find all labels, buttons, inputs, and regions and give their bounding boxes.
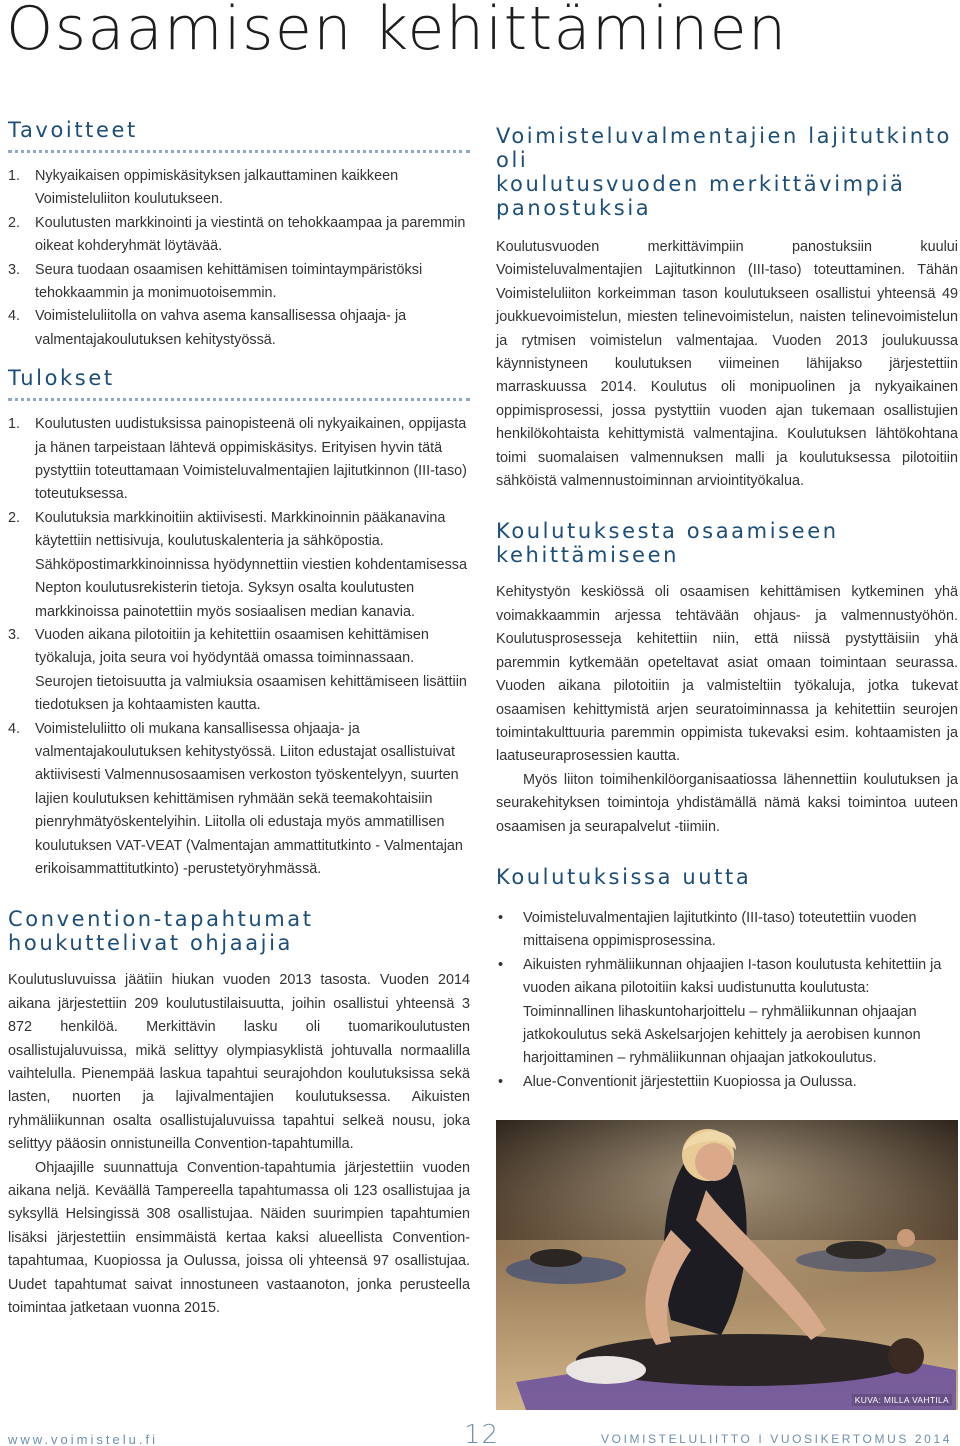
list-item: • Voimisteluvalmentajien lajitutkinto (III-taso) toteutettiin vuoden mittaisena oppimisprosessina. [496,907,958,954]
bullet-icon: • [498,909,504,926]
convention-heading-line2: houkuttelivat ohjaajia [8,931,294,956]
list-item: 2. Koulutusten markkinointi ja viestintä on tehokkaampaa ja paremmin oikeat kohderyhmät löytävää. [8,214,466,255]
kehittaminen-heading-line1: Koulutuksesta osaamiseen [496,519,839,544]
tulokset-heading: Tulokset [8,366,470,401]
bullet-icon: • [498,956,504,973]
uutta-heading: Koulutuksissa uutta [496,864,752,889]
tulokset-list [8,413,470,881]
kehittaminen-heading-line2: kehittämiseen [496,543,679,568]
bullet-icon: • [498,1073,504,1090]
convention-heading-line1: Convention-tapahtumat [8,907,314,932]
uutta-list [496,907,958,1094]
list-item: 3. Vuoden aikana pilotoitiin ja kehitettiin osaamisen kehittämisen työkaluja, joita seura voi hyödyntää omassa toiminnassaan. Seurojen tietoisuutta ja valmiuksia osaamisen kehittämiseen lisättiin tiedotuksen ja kohtaamisten kautta. [8,626,467,714]
footer-website-link[interactable]: www.voimistelu.fi [8,1432,158,1446]
photo-illustration [496,1120,958,1410]
kehittaminen-paragraph-1: Kehitystyön keskiössä oli osaamisen kehittämisen kytkeminen yhä voimakkaammin arjessa tehtävään ohjaus- ja valmennustyöhön. Koulutusprosesseja kehitettiin niin, että niissä pystyttäisiin yhä paremmin kytkemään opeteltavat asiat omaan toimintaan seurassa. Vuoden aikana pilotoitiin ja valmisteltiin työkaluja, jotka tukevat osaamisen kehittymistä arjen seuratoiminnassa ja kehitettiin seurojen toimintakulttuuria paremmin oppimista tukevaksi esim. kohtaamisten ja laatuseuraprosessien kautta. [496,584,958,765]
panostukset-heading [496,124,958,220]
list-item: • Aikuisten ryhmäliikunnan ohjaajien I-tason koulutusta kehitettiin ja vuoden aikana pilotoitiin kaksi uudistunutta koulutusta: Toiminnallinen lihaskuntoharjoittelu – ryhmäliikunnan ohjaajan jatkokoulutus sekä Askelsarjojen kehittely ja aerobisen kunnon harjoittaminen – ryhmäliikunnan ohjaajan jatkokoulutus. [496,954,958,1071]
panostukset-heading-line2: koulutusvuoden merkittävimpiä [496,172,906,196]
tavoitteet-list [8,165,470,352]
panostukset-paragraph: Koulutusvuoden merkittävimpiin panostuksiin kuului Voimisteluvalmentajien Lajitutkinnon (III-taso) toteuttaminen. Tähän Voimisteluliiton korkeimman tason koulutukseen osallistui yhteensä 49 joukkuevoimistelun, miesten telinevoimistelun, naisten telinevoimistelun ja rytmisen voimistelun valmentajaa. Vuoden 2013 joulukuussa käynnistyneen koulutuksen viimeinen lähijakso järjestettiin marraskuussa 2014. Koulutus oli monipuolinen ja nykyaikainen oppimisprosessi, jossa pystyttiin vuoden ajan tukemaan osallistujien henkilökohtaista kehittymistä valmentajina. Koulutuksen lähtökohtana toimi suomalaisen valmennuksen malli ja koulutuksessa pilotoitiin sähköistä valmennustoiminnan arviointityökalua. [496,239,958,490]
photo-credit: KUVA: MILLA VAHTILA [852,1394,952,1406]
list-item: 1. Nykyaikaisen oppimiskäsityksen jalkauttaminen kaikkeen Voimisteluliiton koulutukseen. [8,168,399,208]
panostukset-heading-line3: panostuksia [496,196,652,220]
list-item: • Alue-Conventionit järjestettiin Kuopiossa ja Oulussa. [496,1071,958,1094]
left-column [8,118,470,1320]
list-item: 1. Koulutusten uudistuksissa painopisteenä oli nykyaikainen, oppijasta ja hänen tarpeistaan lähtevä oppimiskäsitys. Erityisen hyvin tätä pystyttiin toteuttamaan Voimisteluvalmentajien lajitutkinnon (III-taso) toteutuksessa. [8,416,467,503]
panostukset-heading-line1: Voimisteluvalmentajien lajitutkinto oli [496,124,952,172]
footer-publication: VOIMISTELULIITTO I VUOSIKERTOMUS 2014 [601,1432,952,1446]
list-item: 3. Seura tuodaan osaamisen kehittämisen toimintaympäristöksi tehokkaammin ja monimuotoisemmin. [8,261,423,302]
kehittaminen-paragraph-2: Myös liiton toimihenkilöorganisaatiossa lähennettiin koulutuksen ja seurakehityksen toimintoja yhdistämällä nämä kaksi toimintoa uuteen osaamisen ja seurapalvelut -tiimiin. [496,771,958,835]
list-item: 2. Koulutuksia markkinoitiin aktiivisesti. Markkinoinnin pääkanavina käytettiin nettisivuja, koulutuskalenteria ja sähköpostia. Sähköpostimarkkinoinnissa hyödynnettiin viestien kohdentamisessa Nepton koulutusrekisterin tietoja. Syksyn osalta koulutusten markkinoissa painotettiin myös sosiaalisen median kanavia. [8,509,467,620]
list-item: 4. Voimisteluliitto oli mukana kansallisessa ohjaaja- ja valmentajakoulutuksen kehitystyössä. Liiton edustajat osallistuivat aktiivisesti Valmennusosaamisen verkoston työskentelyyn, suurten lajien koulutuksen kehittämisen ryhmään sekä teemakohtaisiin pienryhmätyöskentelyihin. Liitolla oli edustaja myös ammatillisen koulutuksen VAT-VEAT (Valmentajan ammattitutkinto - Valmentajan erikoisammattitutkinto) -perustetyöryhmässä. [8,720,463,877]
tavoitteet-heading: Tavoitteet [8,118,470,153]
photo-massage-class [496,1120,958,1410]
page-title: Osaamisen kehittäminen [6,0,788,64]
convention-heading [8,907,470,955]
kehittaminen-heading [496,519,958,567]
page-number: 12 [464,1420,500,1446]
right-column [496,118,958,1094]
convention-paragraph-2: Ohjaajille suunnattuja Convention-tapahtumia järjestettiin vuoden aikana neljä. Keväällä Tampereella tapahtumassa oli 123 osallistujaa ja syksyllä Helsingissä 308 osallistujaa. Näiden suurimpien tapahtumien lisäksi järjestettiin ensimmäistä kertaa kaksi alueellista Convention-tapahtumaa, Kuopiossa ja Oulussa, joissa oli yhteensä 97 osallistujaa. Uudet tapahtumat saivat innostuneen vastaanoton, jonka perusteella toimintaa jatketaan vuonna 2015. [8,1159,470,1317]
convention-paragraph-1: Koulutusluvuissa jäätiin hiukan vuoden 2013 tasosta. Vuoden 2014 aikana järjestettiin 209 koulutustilaisuutta, joihin osallistui yhteensä 3 872 henkilöä. Merkittävin lasku oli tuomarikoulutusten osallistujaluvuissa, mikä selittyy olympiasyklistä johtuvalla normaalilla vaihtelulla. Pienempää laskua tapahtui seurajohdon koulutuksissa sekä lasten, nuorten ja lajivalmentajien koulutuksessa. Aikuisten ryhmäliikunnan osalta osallistujaluvuissa tapahtui selkeä nousu, joka selittyy pääosin onnistuneilla Convention-tapahtumilla. [8,972,470,1153]
list-item: 4. Voimisteluliitolla on vahva asema kansallisessa ohjaaja- ja valmentajakoulutuksen kehitystyössä. [8,308,407,348]
